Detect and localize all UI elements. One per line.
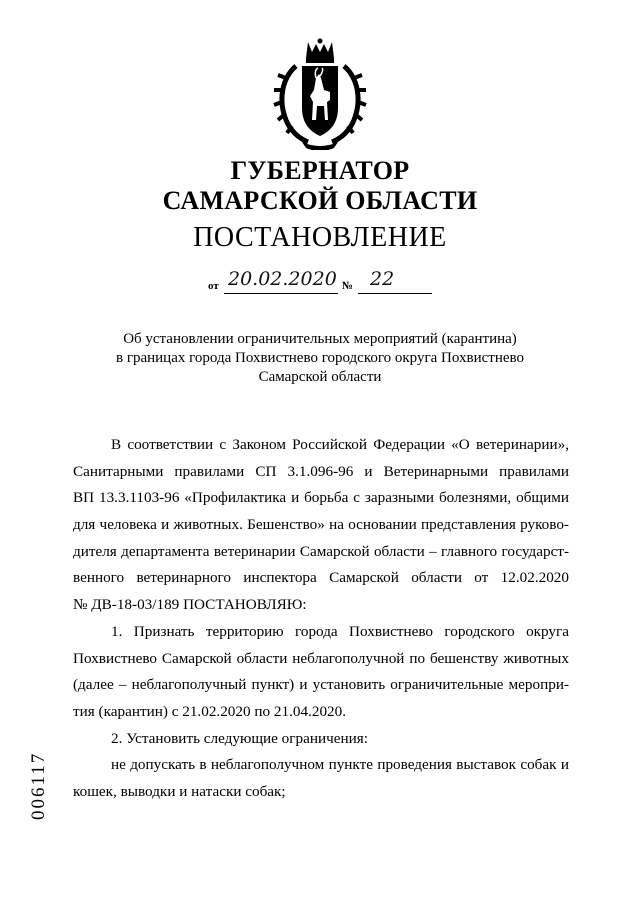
- body-line: 2. Установить следующие ограничения:: [111, 729, 368, 747]
- date-underline: [224, 293, 338, 294]
- date-handwritten: 20.02.2020: [228, 268, 337, 290]
- body-line: № ДВ-18-03/189 ПОСТАНОВЛЯЮ:: [73, 596, 307, 614]
- number-underline: [358, 293, 432, 294]
- body-line: ВП 13.3.1103-96 «Профилактика и борьба с заразными болезнями, общими: [73, 489, 569, 507]
- body-line: венного ветеринарного инспектора Самарской области от 12.02.2020: [73, 569, 569, 587]
- date-prefix: от: [208, 280, 219, 292]
- coat-of-arms-icon: [272, 38, 368, 150]
- body-line: не допускать в неблагополучном пункте проведения выставок собак и: [111, 756, 569, 774]
- subject-line: Самарской области: [258, 369, 382, 385]
- subject-line: в границах города Похвистнево городского округа Похвистнево: [115, 350, 524, 366]
- number-handwritten: 22: [370, 268, 395, 290]
- body-line: (далее – неблагополучный пункт) и установить ограничительные меропри-: [73, 676, 569, 694]
- org-title-line2: САМАРСКОЙ ОБЛАСТИ: [162, 186, 478, 215]
- body-line: Санитарными правилами СП 3.1.096-96 и Ветеринарными правилами: [73, 462, 569, 480]
- body-line: для человека и животных. Бешенство» на основании представления руково-: [73, 516, 569, 534]
- body-line: кошек, выводки и натаски собак;: [73, 782, 286, 800]
- document-subject: [0, 330, 640, 387]
- document-body: [73, 432, 569, 806]
- org-title-line1: ГУБЕРНАТОР: [230, 156, 410, 185]
- number-prefix: №: [342, 280, 354, 292]
- body-line: тия (карантин) с 21.02.2020 по 21.04.2020.: [73, 702, 347, 720]
- body-line: Похвистнево Самарской области неблагополучной по бешенству животных: [73, 649, 569, 667]
- side-serial-number: 006117: [28, 751, 49, 820]
- subject-line: Об установлении ограничительных мероприятий (карантина): [123, 331, 517, 347]
- body-line: 1. Признать территорию города Похвистнево городского округа: [111, 622, 569, 640]
- body-line: В соответствии с Законом Российской Федерации «О ветеринарии»,: [111, 436, 569, 453]
- date-number-line: [208, 268, 438, 296]
- body-line: дителя департамента ветеринарии Самарской области – главного государст-: [73, 542, 569, 560]
- document-type: ПОСТАНОВЛЕНИЕ: [193, 222, 447, 253]
